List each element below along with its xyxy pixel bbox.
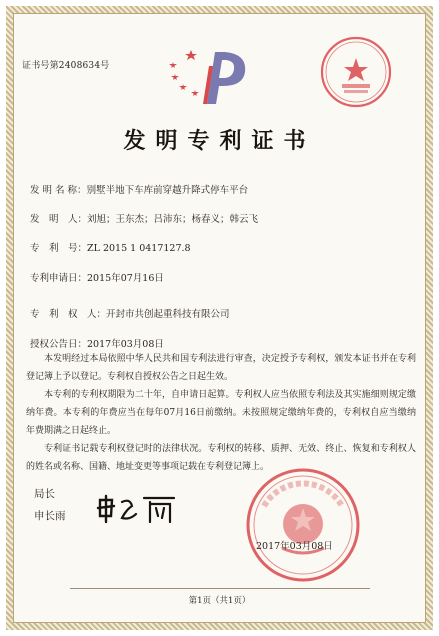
field-value: ZL 2015 1 0417127.8	[87, 243, 191, 254]
field-label: 专利申请日：	[30, 273, 88, 284]
seal-date: 2017年03月08日	[256, 541, 333, 552]
company-seal-icon	[318, 34, 394, 110]
signatory-title: 局长	[34, 488, 55, 500]
field-value: 刘旭；王东杰；吕沛东；杨春义；韩云飞	[87, 214, 259, 225]
field-inventors	[30, 211, 258, 225]
certificate-title: 发明专利证书	[123, 128, 316, 154]
field-label: 专 利 号：	[30, 243, 88, 254]
field-value: 2017年03月08日	[87, 339, 164, 350]
field-label: 专 利 权 人：	[30, 309, 107, 320]
body-paragraph: 本专利的专利权期限为二十年，自申请日起算。专利权人应当依照专利法及其实施细则规定缴纳年费。本专利的年费应当在每年07月16日前缴纳。未按照规定缴纳年费的，专利权自应当缴纳年费期满之日起终止。	[26, 390, 416, 436]
footer-rule	[70, 588, 370, 589]
certificate-number: 证书号第2408634号	[22, 61, 110, 71]
body-paragraph: 专利证书记载专利权登记时的法律状况。专利权的转移、质押、无效、终止、恢复和专利权人的姓名或名称、国籍、地址变更等事项记载在专利登记簿上。	[26, 444, 416, 472]
field-label: 发 明 人：	[30, 214, 88, 225]
signatory-name: 申长雨	[34, 510, 66, 522]
field-value: 2015年07月16日	[87, 273, 164, 284]
field-invention-name	[30, 182, 248, 196]
page-footer: 第1页（共1页）	[188, 596, 251, 606]
field-application-date	[30, 270, 164, 284]
handwritten-signature	[92, 488, 182, 528]
field-label: 授权公告日：	[30, 339, 88, 350]
field-label: 发 明 名 称：	[30, 185, 87, 196]
cnipa-logo-icon	[163, 46, 263, 108]
body-paragraph: 本发明经过本局依照中华人民共和国专利法进行审查，决定授予专利权，颁发本证书并在专利登记簿上予以登记。专利权自授权公告之日起生效。	[26, 354, 416, 382]
field-value: 开封市共创起重科技有限公司	[106, 309, 230, 320]
cnipa-official-seal-icon	[244, 466, 362, 584]
field-grant-date	[30, 336, 164, 350]
field-patent-number	[30, 240, 191, 254]
field-value: 别墅半地下车库前穿越升降式停车平台	[86, 185, 249, 196]
field-patentee	[30, 306, 230, 320]
